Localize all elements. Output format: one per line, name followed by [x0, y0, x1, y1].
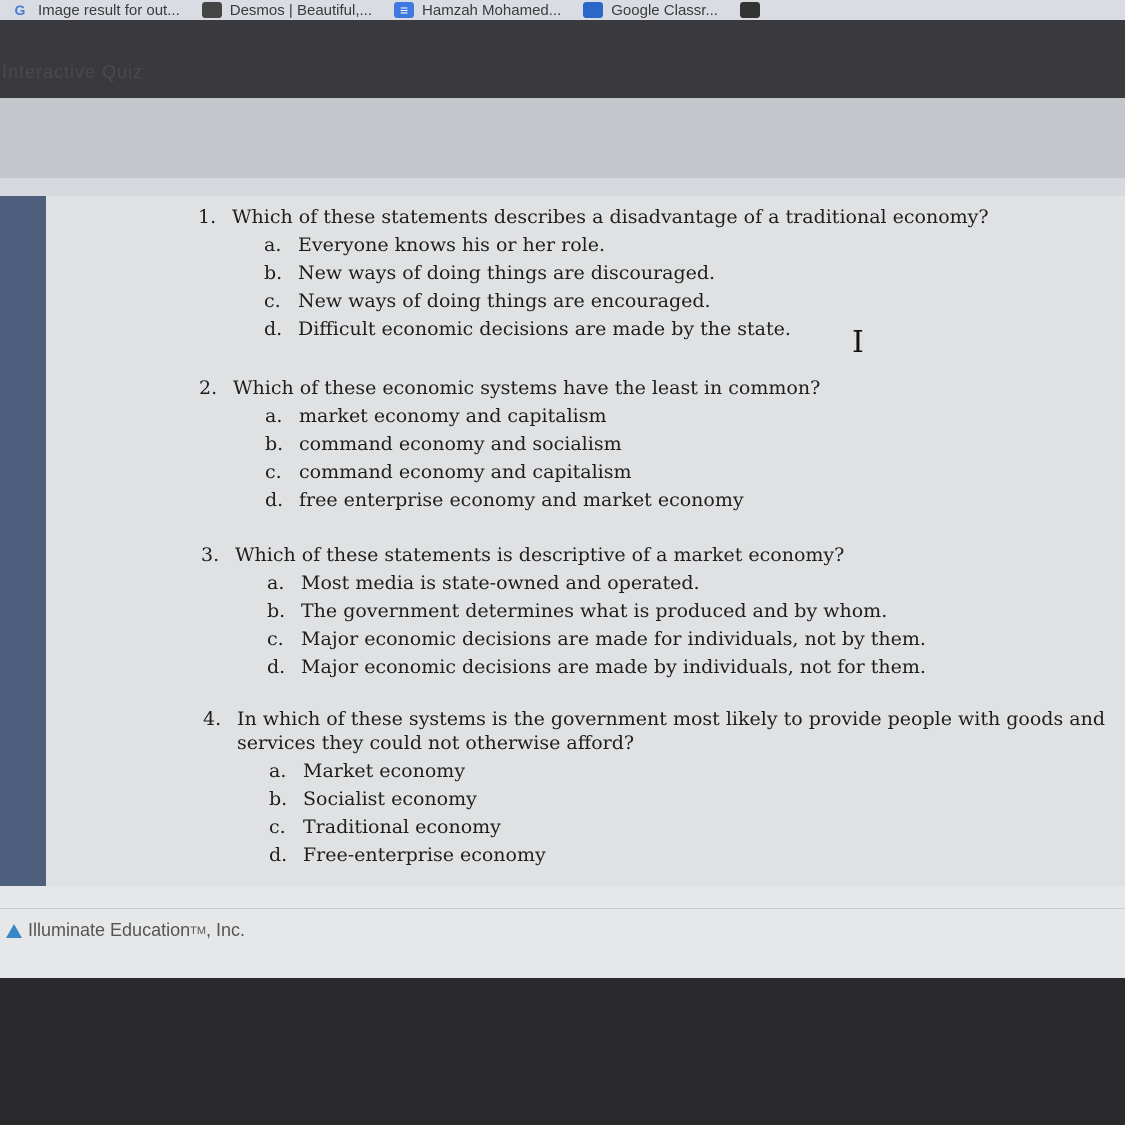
option-text: The government determines what is produced and by whom.: [301, 600, 888, 622]
bookmark-label: Hamzah Mohamed...: [422, 1, 562, 19]
classroom-icon: [583, 2, 603, 18]
option-text: Market economy: [303, 760, 466, 782]
option-text: Major economic decisions are made for individuals, not by them.: [301, 628, 926, 650]
option-text: Traditional economy: [303, 816, 501, 838]
question-4: [203, 708, 1105, 866]
option-letter: c.: [264, 290, 281, 312]
document-icon: ≡: [394, 2, 414, 18]
bookmark-hamzah-doc[interactable]: [394, 2, 561, 19]
question-number: 3.: [201, 544, 220, 566]
google-icon: G: [14, 2, 26, 18]
option-text: Free-enterprise economy: [303, 844, 546, 866]
question-4-option-b[interactable]: [203, 788, 1105, 810]
bookmark-label: Desmos | Beautiful,...: [229, 1, 373, 19]
option-text: Major economic decisions are made by individuals, not for them.: [301, 656, 926, 678]
question-text: Which of these statements is descriptive of a market economy?: [235, 544, 845, 566]
question-1-option-a[interactable]: [198, 234, 989, 256]
left-sidebar: [0, 196, 46, 886]
option-text: command economy and socialism: [299, 433, 622, 455]
question-4-option-c[interactable]: [203, 816, 1105, 838]
bookmark-image-result[interactable]: [10, 2, 180, 19]
question-number: 4.: [203, 708, 222, 730]
option-letter: d.: [267, 656, 286, 678]
bookmark-google-classroom[interactable]: [583, 2, 718, 19]
footer-divider: [0, 908, 1125, 909]
question-number: 2.: [199, 377, 218, 399]
question-2: [199, 377, 820, 511]
option-text: free enterprise economy and market economy: [299, 489, 744, 511]
question-4-option-a[interactable]: [203, 760, 1105, 782]
question-3-option-d[interactable]: [201, 656, 926, 678]
question-3-option-a[interactable]: [201, 572, 926, 594]
option-letter: a.: [264, 234, 282, 256]
question-text: Which of these statements describes a disadvantage of a traditional economy?: [232, 206, 989, 228]
illuminate-logo-icon: [6, 924, 22, 938]
bookmark-label: Image result for out...: [38, 1, 180, 19]
bookmarks-bar: [0, 0, 1125, 20]
trademark-symbol: TM: [190, 924, 206, 937]
question-3: [201, 544, 926, 678]
option-letter: b.: [264, 262, 283, 284]
bookmark-desmos[interactable]: [202, 2, 372, 19]
bookmark-label: Google Classr...: [611, 1, 718, 19]
question-number: 1.: [198, 206, 217, 228]
question-3-option-c[interactable]: [201, 628, 926, 650]
toolbar-band: [0, 98, 1125, 178]
toolbar-divider: [0, 178, 1125, 196]
option-text: command economy and capitalism: [299, 461, 632, 483]
app-title: Interactive Quiz: [2, 62, 144, 82]
option-letter: d.: [265, 489, 284, 511]
app-header: [0, 20, 1125, 98]
question-text: In which of these systems is the government most likely to provide people with goods and: [237, 708, 1105, 730]
option-text: Difficult economic decisions are made by the state.: [298, 318, 791, 340]
option-text: New ways of doing things are encouraged.: [298, 290, 711, 312]
question-4-option-d[interactable]: [203, 844, 1105, 866]
question-2-option-d[interactable]: [199, 489, 820, 511]
brand-name: Illuminate Education: [28, 920, 191, 940]
question-text: Which of these economic systems have the least in common?: [233, 377, 821, 399]
option-letter: a.: [269, 760, 287, 782]
option-letter: c.: [269, 816, 286, 838]
question-1-stem: [198, 206, 989, 228]
brand-suffix: , Inc.: [206, 920, 246, 940]
question-2-option-c[interactable]: [199, 461, 820, 483]
question-1-option-b[interactable]: [198, 262, 989, 284]
option-letter: d.: [264, 318, 283, 340]
question-2-option-a[interactable]: [199, 405, 820, 427]
question-2-option-b[interactable]: [199, 433, 820, 455]
option-text: Everyone knows his or her role.: [298, 234, 606, 256]
option-letter: a.: [267, 572, 285, 594]
question-text-continued: services they could not otherwise afford?: [237, 732, 635, 754]
option-letter: a.: [265, 405, 283, 427]
option-text: market economy and capitalism: [299, 405, 607, 427]
desmos-icon: [202, 2, 222, 18]
question-1-option-d[interactable]: [198, 318, 989, 340]
option-letter: b.: [265, 433, 284, 455]
screen-bezel: [0, 978, 1125, 1125]
text-cursor-icon: I: [852, 325, 864, 360]
option-letter: b.: [269, 788, 288, 810]
option-text: Socialist economy: [303, 788, 477, 810]
option-letter: c.: [265, 461, 282, 483]
bookmark-extra[interactable]: [740, 2, 768, 18]
question-1-option-c[interactable]: [198, 290, 989, 312]
footer-brand[interactable]: [6, 920, 245, 941]
option-text: New ways of doing things are discouraged.: [298, 262, 716, 284]
option-text: Most media is state-owned and operated.: [301, 572, 700, 594]
question-3-stem: [201, 544, 926, 566]
bookmark-icon: [740, 2, 760, 18]
option-letter: c.: [267, 628, 284, 650]
question-1: [198, 206, 989, 340]
option-letter: d.: [269, 844, 288, 866]
option-letter: b.: [267, 600, 286, 622]
question-4-stem: [203, 708, 1105, 730]
question-2-stem: [199, 377, 820, 399]
question-3-option-b[interactable]: [201, 600, 926, 622]
